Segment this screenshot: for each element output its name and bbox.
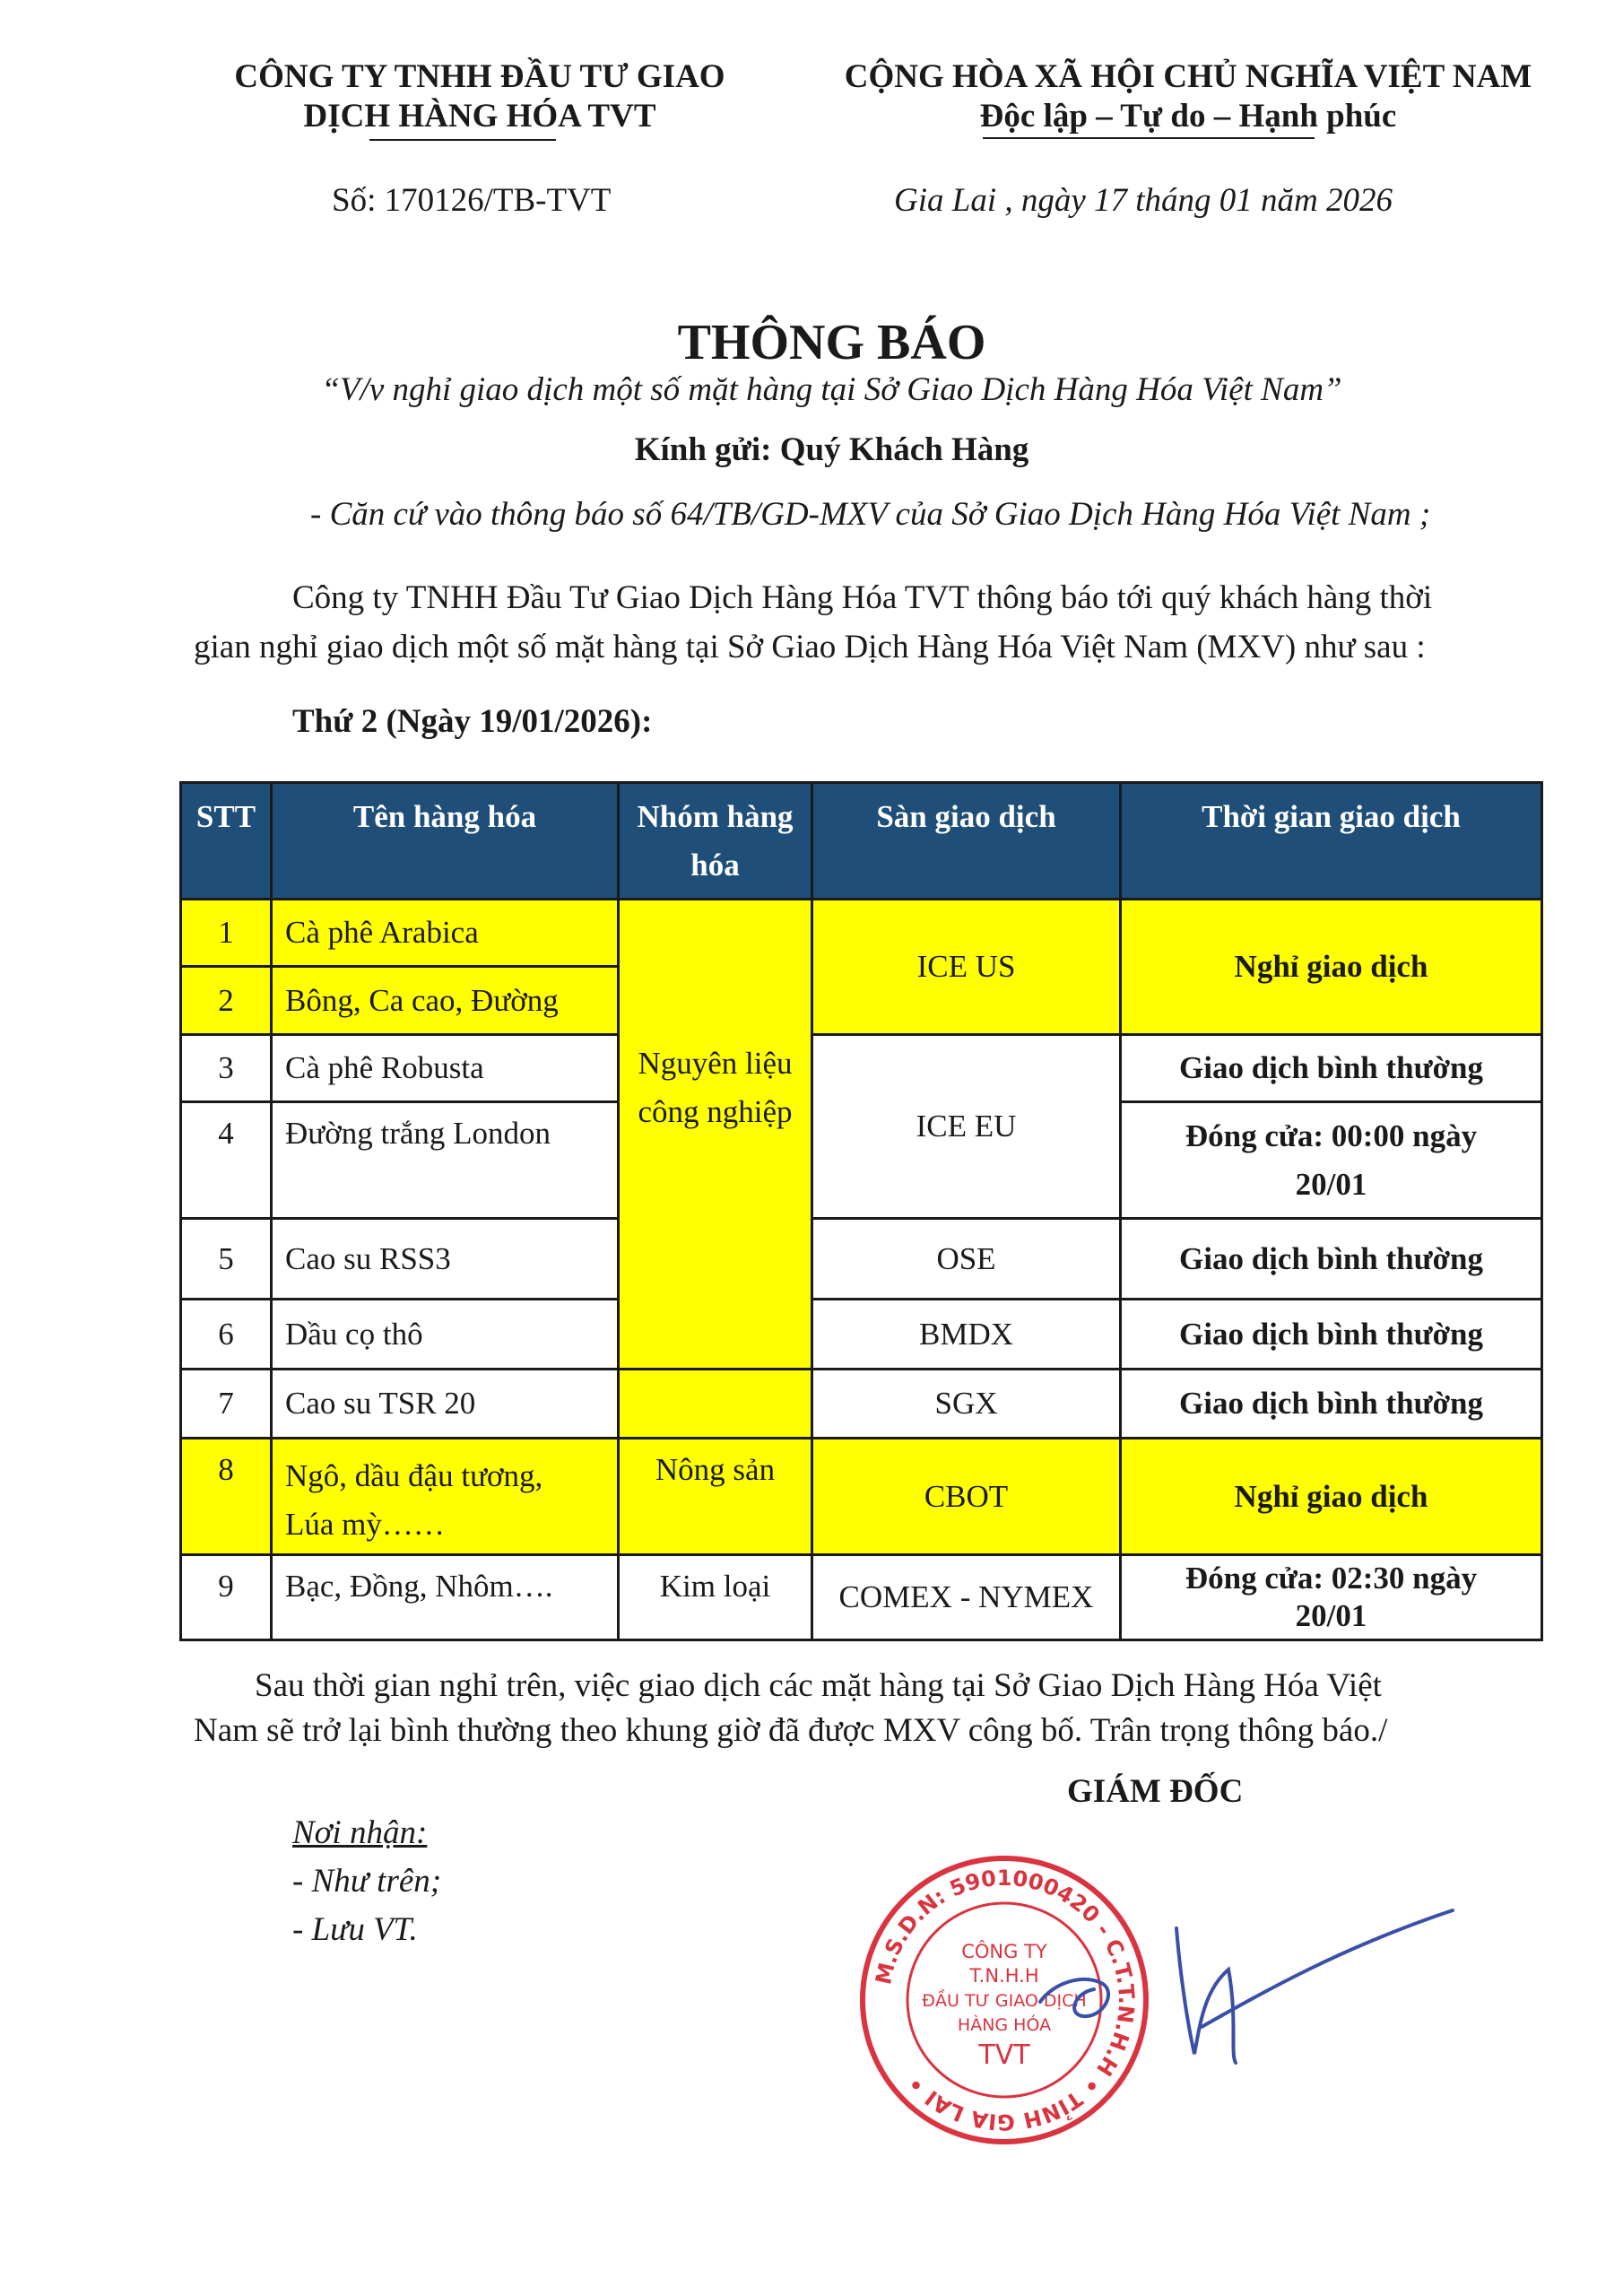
cell-name: Bông, Ca cao, Đường xyxy=(272,967,619,1035)
stamp-line1: CÔNG TY xyxy=(961,1941,1047,1962)
cell-name: Cao su TSR 20 xyxy=(272,1370,619,1439)
company-name-line2: DỊCH HÀNG HÓA TVT xyxy=(303,98,656,135)
director-signature xyxy=(968,1883,1471,2099)
group-industrial-line1: Nguyên liệu xyxy=(638,1046,793,1081)
cell-name: Cà phê Robusta xyxy=(272,1035,619,1102)
stamp-line2: T.N.H.H xyxy=(969,1965,1039,1987)
place-date: Gia Lai , ngày 17 tháng 01 năm 2026 xyxy=(894,182,1393,219)
time-row4-line2: 20/01 xyxy=(1295,1166,1367,1202)
trading-schedule-table xyxy=(179,781,1543,1641)
doc-title: THÔNG BÁO xyxy=(677,315,986,370)
cell-name: Dầu cọ thô xyxy=(272,1300,619,1370)
cell-name: Bạc, Đồng, Nhôm…. xyxy=(272,1555,619,1640)
header-time: Thời gian giao dịch xyxy=(1121,783,1542,900)
table-row xyxy=(181,1035,1542,1102)
intro-line1: Công ty TNHH Đầu Tư Giao Dịch Hàng Hóa TVT thông báo tới quý khách hàng thời xyxy=(292,579,1433,616)
signature-stroke xyxy=(1040,1910,1453,2063)
time-row4-line1: Đóng cửa: 00:00 ngày xyxy=(1185,1118,1478,1153)
doc-number: Số: 170126/TB-TVT xyxy=(332,182,612,219)
recipient-line: Kính gửi: Quý Khách Hàng xyxy=(634,431,1029,468)
recipients-item2: - Lưu VT. xyxy=(292,1911,418,1948)
stamp-ring-text: M.S.D.N: 5901000420 - C.T.T.N.H.H • TỈNH GIA LAI • xyxy=(870,1865,1140,2135)
cell-time: Giao dịch bình thường xyxy=(1121,1300,1542,1370)
closing-line1: Sau thời gian nghỉ trên, việc giao dịch các mặt hàng tại Sở Giao Dịch Hàng Hóa Việt xyxy=(255,1667,1382,1704)
cell-group-metal: Kim loại xyxy=(619,1555,812,1640)
doc-subject: “V/v nghỉ giao dịch một số mặt hàng tại Sở Giao Dịch Hàng Hóa Việt Nam” xyxy=(321,371,1342,408)
recipients-label: Nơi nhận: xyxy=(292,1814,428,1851)
stamp-line5: TVT xyxy=(978,2039,1030,2071)
cell-time: Giao dịch bình thường xyxy=(1121,1370,1542,1439)
cell-exchange-ice-us: ICE US xyxy=(812,900,1121,1035)
group-industrial-line2: công nghiệp xyxy=(638,1094,793,1129)
cell-exchange-sgx: SGX xyxy=(812,1370,1121,1439)
header-name: Tên hàng hóa xyxy=(272,783,619,900)
cell-time: Giao dịch bình thường xyxy=(1121,1035,1542,1102)
cell-stt: 7 xyxy=(181,1370,272,1439)
table-row xyxy=(181,900,1542,967)
stamp-line4: HÀNG HÓA xyxy=(957,2015,1052,2035)
cell-name: Cà phê Arabica xyxy=(272,900,619,967)
cell-time xyxy=(1121,1102,1542,1219)
cell-exchange-comex: COMEX - NYMEX xyxy=(812,1555,1121,1640)
table-row xyxy=(181,1219,1542,1300)
cell-name: Cao su RSS3 xyxy=(272,1219,619,1300)
company-underline xyxy=(369,139,556,141)
time-row9-line1: Đóng cửa: 02:30 ngày xyxy=(1185,1561,1478,1596)
cell-stt: 6 xyxy=(181,1300,272,1370)
basis-line: - Căn cứ vào thông báo số 64/TB/GD-MXV của Sở Giao Dịch Hàng Hóa Việt Nam ; xyxy=(310,496,1431,533)
table-row xyxy=(181,1439,1542,1555)
intro-line2: gian nghỉ giao dịch một số mặt hàng tại Sở Giao Dịch Hàng Hóa Việt Nam (MXV) như sau : xyxy=(194,629,1426,665)
day-heading: Thứ 2 (Ngày 19/01/2026): xyxy=(292,703,653,740)
cell-exchange-bmdx: BMDX xyxy=(812,1300,1121,1370)
recipients-block xyxy=(292,1809,441,1954)
cell-exchange-ice-eu: ICE EU xyxy=(812,1035,1121,1219)
cell-exchange-cbot: CBOT xyxy=(812,1439,1121,1555)
closing-line2: Nam sẽ trở lại bình thường theo khung giờ đã được MXV công bố. Trân trọng thông báo./ xyxy=(194,1712,1388,1749)
nation-name: CỘNG HÒA XÃ HỘI CHỦ NGHĨA VIỆT NAM xyxy=(844,58,1532,95)
cell-group-agri: Nông sản xyxy=(619,1439,812,1555)
cell-stt: 5 xyxy=(181,1219,272,1300)
company-name xyxy=(206,57,753,136)
motto-underline xyxy=(983,137,1315,139)
table-header-row xyxy=(181,783,1542,900)
name-row8-line1: Ngô, dầu đậu tương, xyxy=(285,1458,543,1493)
cell-stt: 8 xyxy=(181,1439,272,1555)
table-row xyxy=(181,1555,1542,1640)
time-row9-line2: 20/01 xyxy=(1295,1598,1367,1633)
cell-stt: 4 xyxy=(181,1102,272,1219)
signer-title: GIÁM ĐỐC xyxy=(1067,1773,1244,1810)
cell-stt: 3 xyxy=(181,1035,272,1102)
motto: Độc lập – Tự do – Hạnh phúc xyxy=(979,98,1397,135)
cell-time-cbot: Nghỉ giao dịch xyxy=(1121,1439,1542,1555)
header-group-line1: Nhóm hàng xyxy=(637,799,794,834)
header-exchange: Sàn giao dịch xyxy=(812,783,1121,900)
cell-name xyxy=(272,1439,619,1555)
table-row xyxy=(181,1300,1542,1370)
cell-time-ice-us: Nghỉ giao dịch xyxy=(1121,900,1542,1035)
cell-stt: 1 xyxy=(181,900,272,967)
cell-stt: 2 xyxy=(181,967,272,1035)
header-group-line2: hóa xyxy=(690,848,740,883)
cell-stt: 9 xyxy=(181,1555,272,1640)
cell-time: Giao dịch bình thường xyxy=(1121,1219,1542,1300)
table-row xyxy=(181,1370,1542,1439)
cell-exchange-ose: OSE xyxy=(812,1219,1121,1300)
cell-group-industrial xyxy=(619,900,812,1370)
national-motto xyxy=(771,57,1605,136)
name-row8-line2: Lúa mỳ…… xyxy=(285,1507,445,1542)
stamp-line3: ĐẦU TƯ GIAO DỊCH xyxy=(922,1991,1087,2011)
cell-name: Đường trắng London xyxy=(272,1102,619,1219)
recipients-item1: - Như trên; xyxy=(292,1863,442,1900)
cell-group-industrial-tail xyxy=(619,1370,812,1439)
header-stt: STT xyxy=(181,783,272,900)
cell-time xyxy=(1121,1555,1542,1640)
company-name-line1: CÔNG TY TNHH ĐẦU TƯ GIAO xyxy=(234,58,725,95)
header-group xyxy=(619,783,812,900)
